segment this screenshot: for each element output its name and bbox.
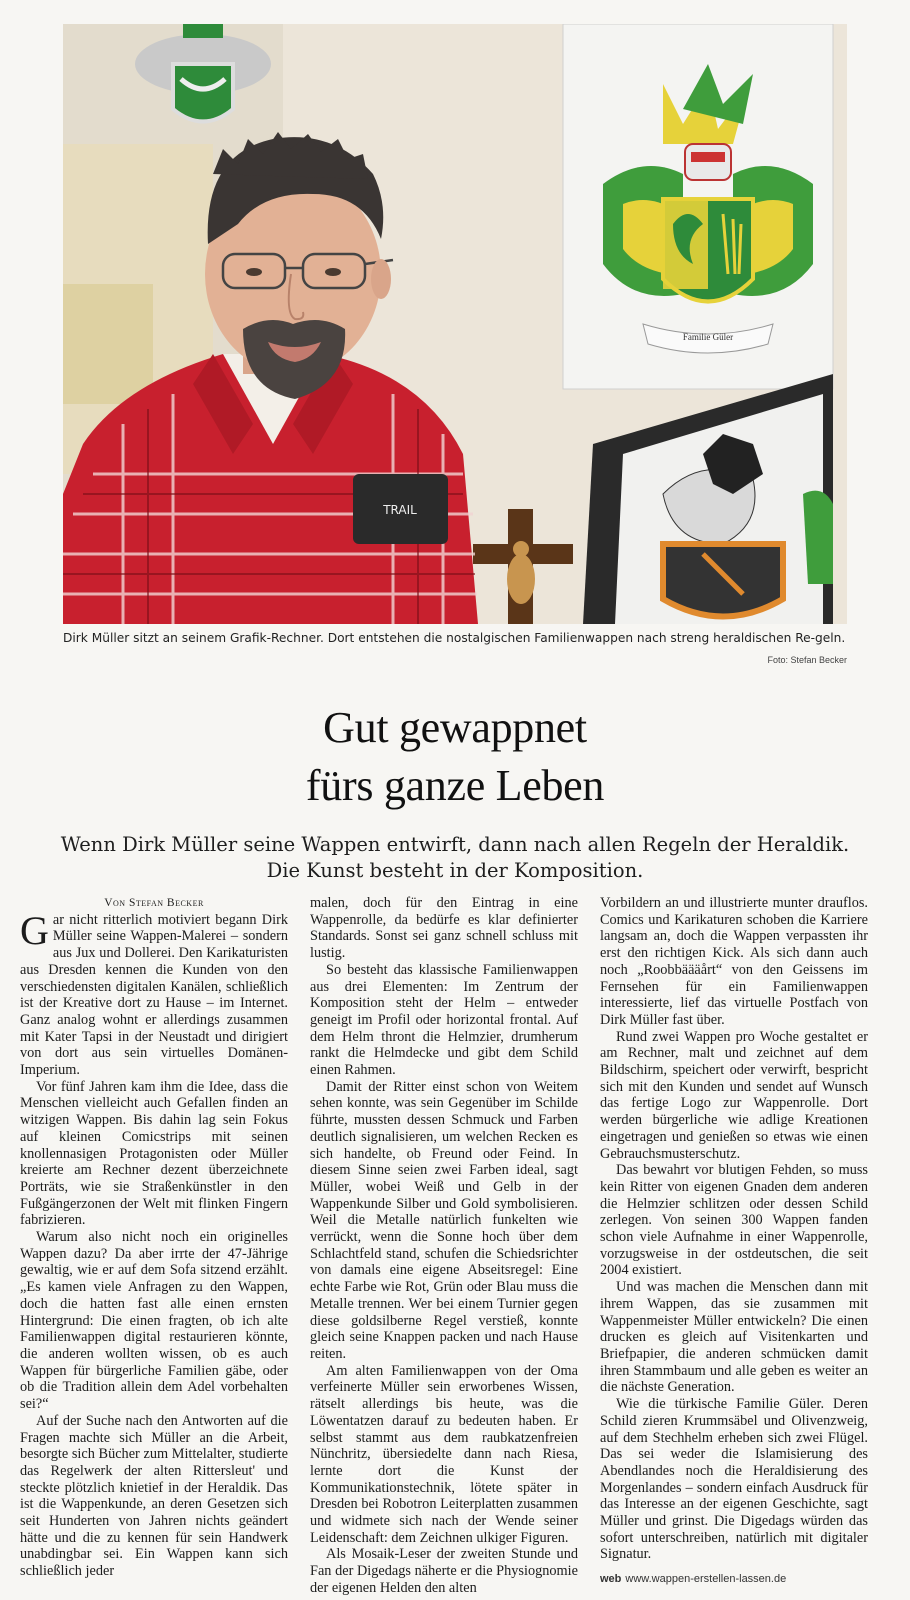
- web-label: web: [600, 1573, 622, 1585]
- web-url[interactable]: www.wappen-erstellen-lassen.de: [625, 1573, 787, 1585]
- paragraph: Als Mosaik-Leser der zweiten Stunde und Fan der Digedags näherte er die Physiognomie der eigenen Helden den alten: [310, 1546, 578, 1596]
- photo-credit: Foto: Stefan Becker: [767, 655, 847, 665]
- paragraph: Am alten Familienwappen von der Oma verfeinerte Müller sein erworbenes Wissen, rätselt allerdings bis heute, was die Löwentatzen darauf zu bedeuten haben. Er selbst stammt aus dem raubkatzenfreien Nünchritz, übersiedelte dann nach Riesa, lernte dort die Kunst der Kommunikationstechnik, lötete später in Dresden bei Robotron Leiterplatten zusammen und widmete sich nach der Wende seiner Leidenschaft: dem Zeichnen ulkiger Figuren.: [310, 1362, 578, 1546]
- paragraph: Wie die türkische Familie Güler. Deren Schild zieren Krummsäbel und Olivenzweig, auf dem Stechhelm erheben sich zwei Flügel. Das sei weder die Islamisierung des Abendlandes noch die Heraldisierung des Morgenlandes – sondern einfach Ausdruck für das Interesse an der eigenen Geschichte, sagt Müller und grinst. Die Digedags würden das sofort unterschreiben, natürlich mit digitaler Signatur.: [600, 1396, 868, 1563]
- headline-line-1: Gut gewappnet: [323, 703, 587, 752]
- headline-line-2: fürs ganze Leben: [305, 761, 605, 810]
- subhead-line-2: Die Kunst besteht in der Komposition.: [266, 859, 644, 882]
- paragraph: Das bewahrt vor blutigen Fehden, so muss kein Ritter von eigenen Gnaden dem anderen die Helmzier schlitzen oder dessen Schild zerlegen. Von seinen 300 Wappen fanden schon viele Aufnahme in einer Wappenrolle, vorzugsweise in der ostdeutschen, die seit 2004 existiert.: [600, 1162, 868, 1279]
- article-photo: [63, 24, 847, 624]
- byline: Von Stefan Becker: [104, 897, 204, 909]
- paragraph: malen, doch für den Eintrag in eine Wappenrolle, da bedürfe es klar definierter Standards. Sonst sei ganz schnell schluss mit lustig.: [310, 895, 578, 962]
- photo-caption: Dirk Müller sitzt an seinem Grafik-Rechner. Dort entstehen die nostalgischen Familienwappen nach streng heraldischen Re-geln.: [63, 631, 846, 645]
- paragraph: Auf der Suche nach den Antworten auf die Fragen machte sich Müller an die Arbeit, besorgte sich Bücher zum Mittelalter, studierte das Regelwerk der alten Rittersleut' und steckte plötzlich knietief in der Heraldik. Das ist die Wappenkunde, an deren Gesetzen sich seit Hunderten von Jahren nichts geändert hätte und die zu kennen für sein Handwerk unabdingbar sei. Ein Wappen kann sich schließlich jeder: [20, 1412, 288, 1580]
- paragraph: So besteht das klassische Familienwappen aus drei Elementen: Im Zentrum der Komposition steht der Helm – entweder geneigt im Profil oder horizontal frontal. Auf dem Helm thront die Helmzier, drumherum rankt die Helmdecke und gibt dem Schild einen Rahmen.: [310, 961, 578, 1079]
- web-link[interactable]: [600, 1573, 868, 1585]
- paragraph: Rund zwei Wappen pro Woche gestaltet er am Rechner, malt und zeichnet auf dem Bildschirm, speichert oder verwirft, bespricht sich mit den Kunden und sendet auf Wunsch das fertige Logo zur Wappenrolle. Dort werden bürgerliche wie adlige Kreationen eingetragen und genießen so etwas wie einen Gebrauchsmusterschutz.: [600, 1028, 868, 1162]
- article-column-1: [20, 895, 288, 1580]
- subhead-line-1: Wenn Dirk Müller seine Wappen entwirft, dann nach allen Regeln der Heraldik.: [60, 833, 850, 856]
- paragraph: [20, 907, 288, 1079]
- paragraph: Und was machen die Menschen dann mit ihrem Wappen, das sie zusammen mit Wappenmeister Müller entwickeln? Die einen drucken es gleich auf Visitenkarten und Briefpapier, die anderen schmücken damit ihren Stammbaum und alle geben es weiter an die nächste Generation.: [600, 1279, 868, 1396]
- paragraph-text: ar nicht ritterlich motiviert begann Dirk Müller seine Wappen-Malerei – sondern aus Jux und Dollerei. Den Karikaturisten aus Dresden kennen die Kunden von den verschiedensten digitalen Kanälen, schließlich ist der Kreative dort zu Hause – im Internet. Ganz analog wohnt er allerdings zusammen mit Kater Tapsi in der Neustadt und dirigiert von dort aus sein virtuelles Domänen-Imperium.: [20, 911, 288, 1079]
- paragraph: Vorbildern an und illustrierte munter drauflos. Comics und Karikaturen schoben die Karriere langsam an, doch die Wappen verpassten ihr erst den richtigen Kick. Als sich dann auch noch „Roobbäääårt“ von den Geissens im Fernsehen für ein Familienwappen interessierte, lief das virtuelle Postfach von Dirk Müller fast über.: [600, 895, 868, 1028]
- banner-text: Familie Güler: [682, 332, 734, 342]
- article-column-3: [600, 895, 868, 1563]
- drop-cap: G: [20, 907, 49, 953]
- article-column-2: [310, 895, 578, 1597]
- paragraph: Warum also nicht noch ein originelles Wappen dazu? Da aber irrte der 47-Jährige gewaltig, wie er auf dem Sofa sitzend erzählt. „Es kamen viele Anfragen zu den Wappen, doch die hatten fast alle einen ernsten Hintergrund: Die einen fragten, ob ich alte Familienwappen digital restaurieren könnte, die anderen wollten wissen, ob es auch Wappen für bürgerliche Familien gäbe, oder ob die Tradition allein dem Adel vorbehalten sei?“: [20, 1229, 288, 1413]
- paragraph: Damit der Ritter einst schon von Weitem sehen konnte, was sein Gegenüber im Schilde führte, mussten dessen Schmuck und Farben deutlich signalisieren, um welchen Recken es sich handelte, ob Freund oder Feind. In diesem Sinne seien zwei Farben ideal, sagt Müller, wobei Weiß und Gelb in der Wappenkunde Silber und Gold symbolisieren. Weil die Metalle natürlich funkelten wie verrückt, wenn die Sonne hoch über dem Schlachtfeld stand, schufen die Schiedsrichter von damals eine eigene Abseitsregel: Eine echte Farbe wie Rot, Grün oder Blau muss die Metalle trennen. Wer bei einem Turnier gegen diese goldsilberne Regel verstieß, konnte gleich seine Knappen packen und nach Hause reiten.: [310, 1078, 578, 1362]
- shirt-print: TRAIL: [383, 503, 417, 517]
- paragraph: Vor fünf Jahren kam ihm die Idee, dass die Menschen vielleicht auch Gefallen finden an witzigen Wappen. Bis dahin lag sein Fokus auf kleinen Comicstrips mit seinen knollennasigen Protagonisten oder Müller kreierte am Rechner dezent überzeichnete Porträts, wie sie Straßenkünstler in den Fußgängerzonen der Welt mit flinken Fingern fabrizieren.: [20, 1078, 288, 1229]
